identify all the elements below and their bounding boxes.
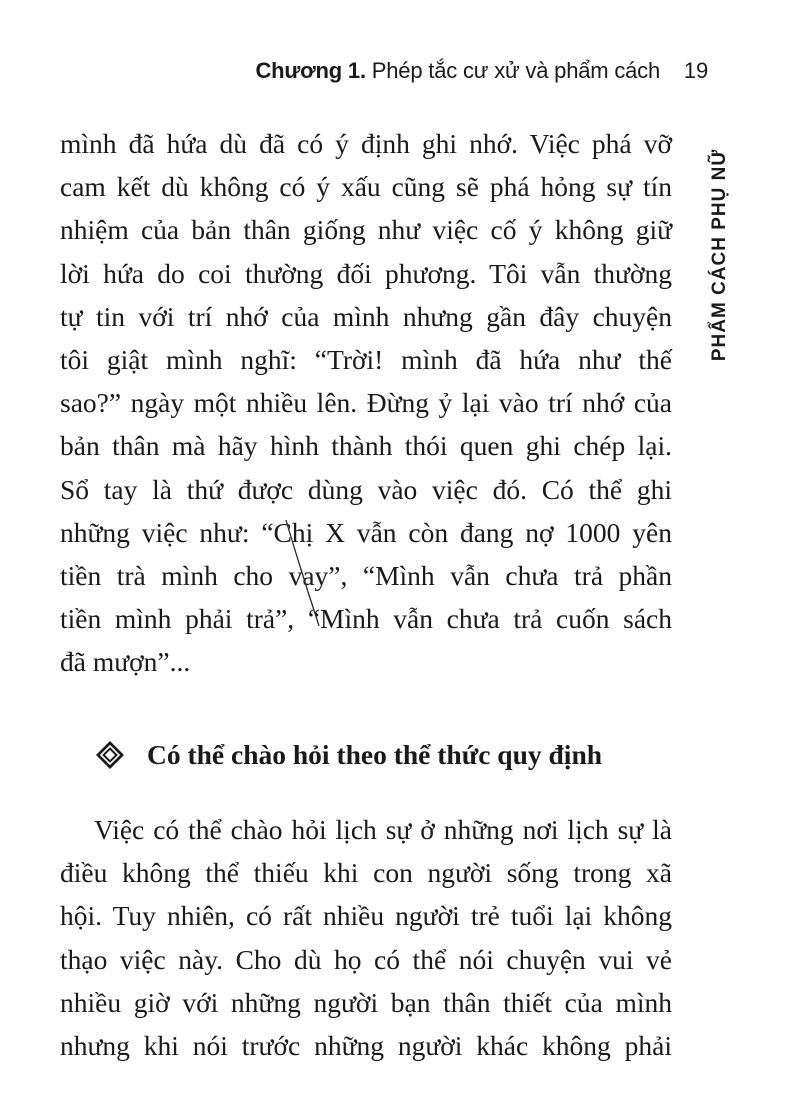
text-line: nhưng khi nói trước những người khác không phải [60, 1030, 672, 1062]
side-tab-book-title [690, 140, 750, 370]
text-line: tiền trà mình cho vay”, “Mình vẫn chưa trả phần [60, 560, 672, 592]
text-line: lời hứa do coi thường đối phương. Tôi vẫn thường [60, 257, 672, 289]
text-line: thạo việc này. Cho dù họ có thể nói chuyện vui vẻ [60, 943, 672, 975]
text-line: mình đã hứa dù đã có ý định ghi nhớ. Việc phá vỡ [60, 128, 672, 159]
chapter-title: Phép tắc cư xử và phẩm cách [371, 58, 660, 83]
section-heading [95, 730, 602, 780]
diamond-bullet-icon [95, 740, 125, 770]
text-line: sao?” ngày một nhiều lên. Đừng ỷ lại vào trí nhớ của [60, 387, 672, 419]
text-line: bản thân mà hãy hình thành thói quen ghi chép lại. [60, 430, 672, 462]
chapter-label: Chương 1. [255, 58, 366, 83]
text-line: tiền mình phải trả”, “Mình vẫn chưa trả cuốn sách [60, 603, 672, 635]
running-header [255, 58, 708, 84]
text-line: tôi giật mình nghĩ: “Trời! mình đã hứa như thế [60, 344, 672, 376]
section-heading-text: Có thể chào hỏi theo thể thức quy định [147, 739, 603, 770]
paragraph-1 [60, 122, 672, 684]
text-line: tự tin với trí nhớ của mình nhưng gần đây chuyện [60, 300, 672, 332]
page-number: 19 [683, 58, 708, 83]
paragraph-2 [60, 808, 672, 1067]
text-line: Sổ tay là thứ được dùng vào việc đó. Có thể ghi [60, 473, 672, 505]
text-line: điều không thể thiếu khi con người sống trong xã [60, 857, 672, 889]
text-line: hội. Tuy nhiên, có rất nhiều người trẻ tuổi lại không [60, 900, 672, 932]
text-line: cam kết dù không có ý xấu cũng sẽ phá hỏng sự tín [60, 171, 672, 203]
text-line: nhiệm của bản thân giống như việc cố ý không giữ [60, 214, 672, 246]
side-tab-label: PHẨM CÁCH PHỤ NỮ [709, 148, 731, 362]
text-line: Việc có thể chào hỏi lịch sự ở những nơi lịch sự là [94, 814, 672, 845]
text-line: nhiều giờ với những người bạn thân thiết của mình [60, 986, 672, 1018]
text-line: những việc như: “Chị X vẫn còn đang nợ 1000 yên [60, 516, 672, 548]
text-line: đã mượn”... [60, 646, 191, 678]
